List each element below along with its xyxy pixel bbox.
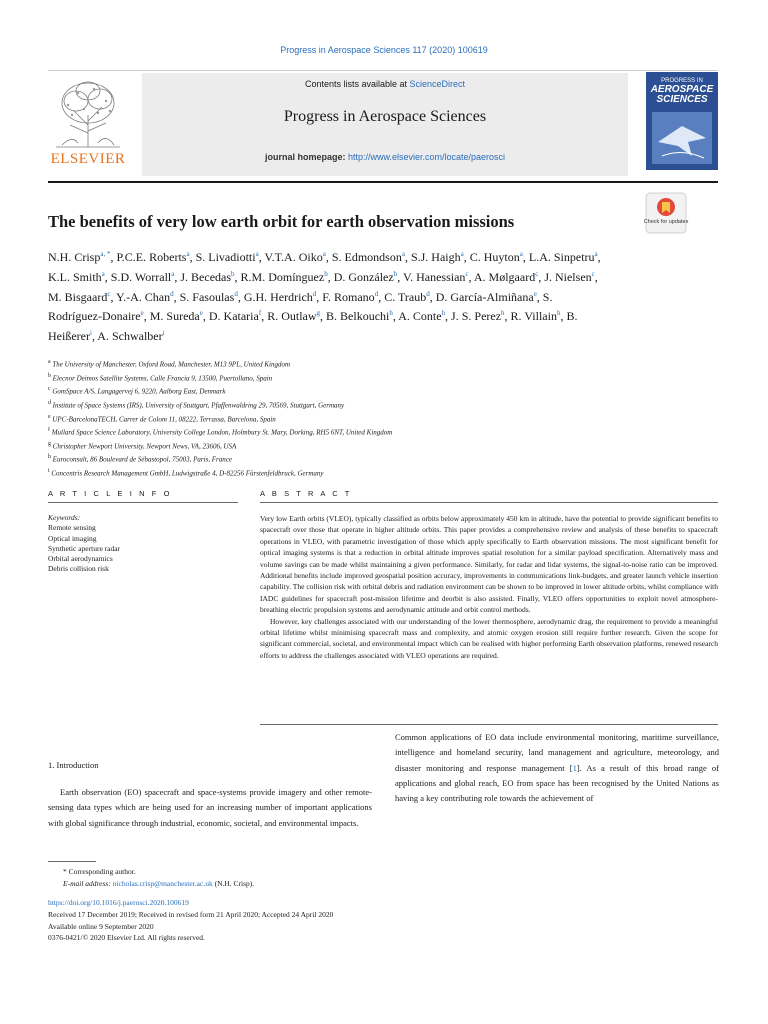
affiliation-item [48, 357, 708, 371]
corresponding-author-text: Corresponding author. [68, 867, 136, 876]
author-name[interactable]: G.H. Herdrich [243, 289, 313, 304]
abstract-end-rule [260, 724, 718, 725]
author-affiliation-marker[interactable]: a [594, 250, 598, 258]
affiliation-marker: h [48, 454, 51, 461]
affiliation-marker: g [48, 440, 51, 447]
author-affiliation-marker[interactable]: d [234, 289, 238, 298]
affiliation-item [48, 452, 708, 466]
author-affiliation-marker[interactable]: d [312, 289, 317, 298]
author-affiliation-marker[interactable]: i [89, 329, 92, 338]
author-name[interactable]: J. Nielsen [544, 269, 592, 284]
keyword-item[interactable]: Synthetic aperture radar [48, 543, 121, 553]
affiliation-marker: i [48, 468, 50, 474]
homepage-label: journal homepage: [264, 152, 348, 162]
article-info-heading: A R T I C L E I N F O [48, 489, 173, 498]
affiliation-text: The University of Manchester, Oxford Road, Manchester, M13 9PL, United Kingdom [52, 360, 291, 369]
contents-prefix: Contents lists available at [304, 79, 410, 89]
author-affiliation-marker[interactable]: a [171, 269, 175, 278]
author-name[interactable]: Y.-A. Chan [116, 289, 171, 304]
affiliation-text: UPC-BarcelonaTECH, Carrer de Colom 11, 08222, Terrassa, Barcelona, Spain [52, 414, 276, 423]
received-dates: Received 17 December 2019; Received in revised form 21 April 2020; Accepted 24 April 2020 [48, 909, 334, 919]
author-affiliation-marker[interactable]: h [556, 309, 561, 318]
author-affiliation-marker[interactable]: a, * [100, 250, 111, 258]
author-affiliation-marker[interactable]: h [389, 309, 393, 318]
affiliation-marker: c [48, 386, 51, 393]
affiliation-item [48, 384, 708, 398]
article-title: The benefits of very low earth orbit for earth observation missions [48, 212, 515, 231]
affiliation-text: GomSpace A/S, Langagervej 6, 9220, Aalborg East, Denmark [52, 387, 226, 396]
abstract-paragraph-2: However, key challenges associated with our understanding of the lower thermosphere, aerodynamic drag, the requirement to provide a meaningful orbital lifetime whilst minimising spacecraft mass and complexity, and atomic oxygen erosion still require further research. Given the scope for significant commercial, societal, and environmental impact which can be realised with higher performing Earth observation platforms, renewed research efforts to address the challenges associated with VLEO operations are required. [260, 616, 718, 660]
author-name[interactable]: B. Heißerer [48, 309, 578, 344]
check-for-updates-badge-icon[interactable] [643, 193, 689, 233]
author-name[interactable]: D. González [333, 269, 394, 284]
author-name[interactable]: A. Conte [398, 309, 442, 324]
author-name[interactable]: S. Edmondson [331, 250, 402, 264]
email-link[interactable]: nicholas.crisp@manchester.ac.uk [112, 879, 213, 888]
homepage-link[interactable]: http://www.elsevier.com/locate/paerosci [347, 152, 506, 162]
author-name[interactable]: C. Traub [384, 289, 427, 304]
reference-link-1[interactable]: 1 [572, 762, 577, 773]
affiliation-text: Christopher Newport University, Newport News, VA, 23606, USA [52, 442, 237, 451]
affiliation-item [48, 425, 708, 439]
author-affiliation-marker[interactable]: i [162, 329, 165, 338]
affiliation-item [48, 412, 708, 426]
keywords-block [48, 513, 238, 575]
author-affiliation-marker[interactable]: c [591, 269, 595, 278]
email-note [48, 878, 448, 890]
abstract-rule [260, 502, 718, 503]
author-affiliation-marker[interactable]: a [460, 250, 464, 258]
affiliation-text: Elecnor Deimos Satellite Systems, Calle Francia 9, 13500, Puertollano, Spain [52, 373, 273, 382]
doi-link[interactable]: https://doi.org/10.1016/j.paerosci.2020.100619 [48, 898, 189, 907]
journal-title: Progress in Aerospace Sciences [283, 108, 487, 125]
author-name[interactable]: S. Fasoulas [179, 289, 235, 304]
affiliation-list [48, 357, 708, 480]
author-affiliation-marker[interactable]: b [324, 269, 328, 278]
sciencedirect-link[interactable]: ScienceDirect [409, 79, 466, 89]
author-name[interactable]: S. Livadiotti [195, 250, 256, 264]
author-affiliation-marker[interactable]: a [186, 250, 190, 258]
affiliation-item [48, 466, 708, 480]
cover-artwork-icon [652, 112, 712, 164]
author-affiliation-marker[interactable]: b [231, 269, 235, 278]
author-affiliation-marker[interactable]: c [535, 269, 539, 278]
author-name[interactable]: D. Kataria [208, 309, 259, 324]
author-name[interactable]: F. Romano [322, 289, 375, 304]
article-info-rule [48, 502, 238, 503]
journal-homepage [142, 152, 628, 162]
publication-info [48, 897, 468, 944]
affiliation-text: Concentris Research Management GmbH, Ludwigstraße 4, D-82256 Fürstenfeldbruck, Germany [51, 469, 324, 478]
author-name[interactable]: V.T.A. Oiko [264, 250, 323, 264]
author-name[interactable]: J. S. Perez [451, 309, 502, 324]
body-right-column [395, 730, 719, 806]
keyword-item[interactable]: Orbital aerodynamics [48, 554, 113, 564]
keywords-list [48, 523, 238, 574]
intro-paragraph-2 [395, 730, 719, 806]
author-name[interactable]: J. Becedas [180, 269, 232, 284]
author-affiliation-marker[interactable]: e [140, 309, 144, 318]
author-name[interactable]: S.J. Haigh [410, 250, 461, 264]
available-online: Available online 9 September 2020 [48, 921, 154, 931]
author-affiliation-marker[interactable]: a [519, 250, 523, 258]
abstract-heading: A B S T R A C T [260, 489, 352, 498]
contents-line [142, 79, 628, 89]
author-affiliation-marker[interactable]: a [322, 250, 326, 258]
affiliation-marker: f [48, 427, 50, 434]
masthead-bottom-rule [48, 181, 718, 183]
badge-label: Check for updates [643, 219, 689, 225]
copyright-line: 0376-0421/© 2020 Elsevier Ltd. All rights reserved. [48, 933, 205, 943]
keywords-label: Keywords: [48, 513, 81, 522]
affiliation-marker: e [48, 413, 51, 420]
author-affiliation-marker[interactable]: e [533, 289, 537, 298]
author-affiliation-marker[interactable]: f [258, 309, 262, 318]
author-name[interactable]: R. Outlaw [267, 309, 317, 324]
affiliation-item [48, 371, 708, 385]
elsevier-wordmark[interactable]: ELSEVIER [50, 151, 126, 167]
intro-text-before-ref: Common applications of EO data include environmental monitoring, maritime surveillance, intelligence and homeland security, land management and agriculture, meteorology, and disaster monitoring and response management [ [395, 732, 719, 773]
author-affiliation-marker[interactable]: a [101, 269, 105, 278]
footnote-rule [48, 861, 96, 862]
affiliation-item [48, 439, 708, 453]
keyword-item[interactable]: Remote sensing [48, 523, 96, 533]
author-name[interactable]: V. Hanessian [402, 269, 466, 284]
author-name[interactable]: M. Bisgaard [48, 289, 108, 304]
author-affiliation-marker[interactable]: e [199, 309, 203, 318]
author-affiliation-marker[interactable]: d [170, 289, 174, 298]
author-affiliation-marker[interactable]: d [374, 289, 379, 298]
author-name[interactable]: A. Schwalber [97, 329, 163, 344]
corresponding-author-note: * Corresponding author. [63, 867, 136, 876]
author-name[interactable]: A. Mølgaard [473, 269, 536, 284]
affiliation-marker: b [48, 372, 51, 379]
author-name[interactable]: R.M. Domínguez [240, 269, 325, 284]
author-list: N.H. Crisp$^{a, *}$, P.C.E. Roberts$^a$, S. Livadiotti$^a$, V.T.A. Oiko$^a$, S. Edmondson$^a$, S.J. Haigh$^a$, C. Huyton$^a$, L.A. Sinpetru$^a$, K.L. Smith$^a$, S.D. Worrall$^a$, J. Becedas$^b$, R.M. Domínguez$^b$, D. González$^b$, V. Hanessian$^c$, A. Mølgaard$^c$, J. Nielsen$^c$, M. Bisgaard$^c$, Y.-A. Chan$^d$, S. Fasoulas$^d$, G.H. Herdrich$^d$, F. Romano$^d$, C. Traub$^d$, D. García-Almiñana$^e$, S. Rodríguez-Donaire$^e$, M. Sureda$^e$, D. Kataria$^f$, R. Outlaw$^g$, B. Belkouchi$^h$, A. Conte$^h$, J. S. Perez$^h$, R. Villain$^h$, B. Heißerer$^i$, A. Schwalber$^i$ [48, 250, 601, 344]
affiliation-item [48, 398, 708, 412]
keyword-item[interactable]: Debris collision risk [48, 564, 109, 574]
author-name[interactable]: B. Belkouchi [326, 309, 390, 324]
author-name[interactable]: S.D. Worrall [110, 269, 172, 284]
author-affiliation-marker[interactable]: h [501, 309, 505, 318]
cover-line-1: PROGRESS IN [661, 78, 703, 84]
author-name[interactable]: L.A. Sinpetru [528, 250, 595, 264]
email-label: E-mail address: [63, 879, 113, 888]
intro-text-after-ref: ]. As a result of this broad range of applications and global reach, EO from space has been recognised by the United Nations as having a key contributing role towards the achievement of [395, 762, 719, 804]
author-name[interactable]: N.H. Crisp [48, 250, 101, 264]
author-affiliation-marker[interactable]: c [465, 269, 469, 278]
author-affiliation-marker[interactable]: a [401, 250, 405, 258]
author-name[interactable]: C. Huyton [469, 250, 520, 264]
author-name[interactable]: R. Villain [510, 309, 557, 324]
affiliation-marker: d [48, 399, 51, 406]
author-name[interactable]: S. Rodríguez-Donaire [48, 289, 553, 324]
author-affiliation-marker[interactable]: g [316, 309, 321, 318]
intro-paragraph-1: Earth observation (EO) spacecraft and space-systems provide imagery and other remote-sensing data types which are being used for an increasing number of important applications with global significance through industrial, economic, societal, and environmental impacts. [48, 787, 372, 828]
affiliation-text: Institute of Space Systems (IRS), University of Stuttgart, Pfaffenwaldring 29, 70569, Stuttgart, Germany [52, 401, 345, 410]
author-affiliation-marker[interactable]: c [107, 289, 111, 298]
affiliation-marker: a [48, 359, 51, 365]
author-affiliation-marker[interactable]: b [393, 269, 398, 278]
affiliation-text: Mullard Space Science Laboratory, University College London, Holmbury St. Mary, Dorking, RH5 6NT, United Kingdom [51, 428, 393, 437]
author-affiliation-marker[interactable]: a [255, 250, 259, 258]
footnotes [48, 866, 448, 890]
cover-line-2: AEROSPACE SCIENCES [650, 84, 714, 105]
journal-cover-thumbnail[interactable] [646, 72, 718, 170]
abstract-paragraph-1: Very low Earth orbits (VLEO), typically classified as orbits below approximately 450 km in altitude, have the potential to provide significant benefits to spacecraft over those that operate in higher altitude orbits. This paper provides a comprehensive review and analysis of these benefits to spacecraft operations in VLEO, with parametric investigation of those which apply specifically to Earth observation missions. The most significant benefit for optical imaging systems is that a reduction in orbital altitude improves spatial resolution for a similar payload specification. Alternatively mass and volume savings can be made whilst maintaining a given performance. Similarly, for radar and lidar systems, the signal-to-noise ratio can be improved. Additional benefits include improved geospatial position accuracy, improvements in communications link-budgets, and greater launch vehicle insertion capability. The collision risk with orbital debris and radiation environment can be shown to be improved in lower altitude orbits, whilst compliance with IADC guidelines for spacecraft post-mission lifetime and deorbit is also assisted. Finally, VLEO offers opportunities to exploit novel atmosphere-breathing electric propulsion systems and aerodynamic attitude and orbit control methods. [260, 514, 718, 615]
running-head[interactable]: Progress in Aerospace Sciences 117 (2020) 100619 [280, 45, 488, 55]
keyword-item[interactable]: Optical imaging [48, 533, 97, 543]
author-name[interactable]: M. Sureda [149, 309, 200, 324]
abstract-body [260, 513, 718, 661]
author-name[interactable]: D. García-Almiñana [435, 289, 534, 304]
email-suffix: (N.H. Crisp). [212, 879, 255, 888]
author-affiliation-marker[interactable]: d [426, 289, 430, 298]
body-left-column [48, 785, 372, 831]
affiliation-text: Euroconsult, 86 Boulevard de Sébastopol, 75003, Paris, France [52, 455, 232, 464]
author-name[interactable]: P.C.E. Roberts [116, 250, 187, 264]
author-name[interactable]: K.L. Smith [48, 269, 102, 284]
author-affiliation-marker[interactable]: h [441, 309, 446, 318]
section-heading-introduction: 1. Introduction [48, 760, 99, 770]
